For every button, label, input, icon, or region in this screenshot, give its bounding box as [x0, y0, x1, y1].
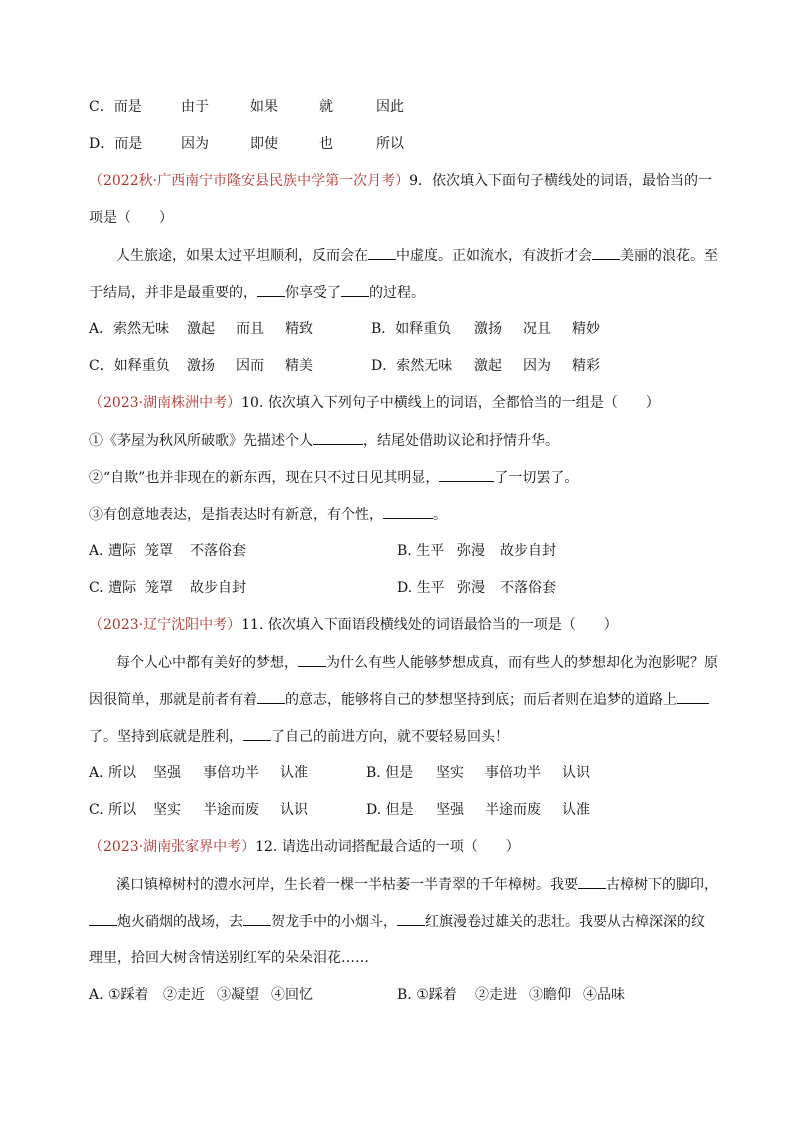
q12-stem	[89, 837, 734, 857]
q12-passage-line1	[116, 874, 734, 895]
fill-blank	[397, 911, 425, 926]
q11-option-c-w2: 坚实	[153, 802, 181, 818]
q10-text: ，结尾处借助议论和抒情升华。	[363, 433, 559, 449]
q9-option-d-w3: 因为	[523, 358, 551, 374]
q12-option-b-w3: ③瞻仰	[529, 987, 571, 1003]
q9-option-d-w4: 精彩	[572, 358, 600, 374]
q12-stem-text: 12. 请选出动词搭配最合适的一项（ ）	[255, 839, 520, 855]
q9-stem-cont: 项是（ ）	[89, 210, 173, 226]
q8-option-c-w1: C．而是	[89, 99, 142, 115]
q11-text: 因很简单，那就是前者有着	[89, 692, 257, 708]
q10-option-c-w3: 故步自封	[190, 580, 246, 596]
q10-text: 了一切罢了。	[494, 470, 579, 486]
q11-passage-line2	[89, 689, 734, 710]
q10-text: ①《茅屋为秋风所破歌》先描述个人	[89, 433, 313, 449]
fill-blank	[257, 689, 285, 704]
fill-blank	[383, 504, 433, 519]
q8-option-c-w3: 如果	[250, 99, 278, 115]
q11-text: 为什么有些人能够梦想成真，而有些人的梦想却化为泡影呢？原	[326, 655, 718, 671]
q12-option-a-w4: ④回忆	[271, 987, 313, 1003]
q10-option-c-w1: C. 遭际	[89, 580, 137, 596]
q12-text: 炮火硝烟的战场，去	[117, 914, 243, 930]
q10-option-d-w2: 弥漫	[457, 580, 485, 596]
q11-option-d	[366, 800, 590, 820]
q10-option-a	[89, 541, 246, 561]
q12-passage-line3: 理里，拾回大树含情送别红军的朵朵泪花……	[89, 950, 369, 966]
q8-option-d-w2: 因为	[181, 136, 209, 152]
q10-text: ②“自欺”也并非现在的新东西，现在只不过日见其明显，	[89, 470, 440, 486]
q11-option-b	[366, 763, 590, 783]
q11-option-a-w1: A. 所以	[89, 765, 137, 781]
fill-blank	[313, 430, 363, 445]
q12-text: 溪口镇樟树村的澧水河岸，生长着一棵一半枯萎一半青翠的千年樟树。我要	[116, 877, 578, 893]
q10-option-d	[397, 578, 556, 598]
q11-option-c-w1: C. 所以	[89, 802, 137, 818]
fill-blank	[677, 689, 709, 704]
q10-option-b-w1: B. 生平	[397, 543, 445, 559]
q12-option-a-w2: ②走近	[163, 987, 205, 1003]
q9-text: 美丽的浪花。至	[620, 248, 718, 264]
q10-text: 。	[433, 507, 447, 523]
fill-blank	[439, 467, 494, 482]
q10-option-a-w2: 笼罩	[145, 543, 173, 559]
fill-blank	[368, 245, 396, 260]
q9-passage-line2	[89, 282, 734, 303]
q11-option-b-w1: B. 但是	[366, 765, 414, 781]
q9-source: （2022秋·广西南宁市隆安县民族中学第一次月考）	[89, 173, 410, 189]
q10-option-d-w1: D. 生平	[397, 580, 445, 596]
q11-option-a-w2: 坚强	[153, 765, 181, 781]
q10-sentence-2	[89, 467, 734, 488]
q11-option-d-w4: 认准	[562, 802, 590, 818]
q11-option-b-w2: 坚实	[436, 765, 464, 781]
q9-option-c-w2: 激扬	[187, 358, 215, 374]
q12-option-b-w2: ②走进	[475, 987, 517, 1003]
q11-option-a	[89, 763, 308, 783]
q11-stem	[89, 615, 734, 635]
q10-option-c-w2: 笼罩	[145, 580, 173, 596]
fill-blank	[243, 726, 271, 741]
q11-option-d-w2: 坚强	[436, 802, 464, 818]
q10-option-c	[89, 578, 246, 598]
fill-blank	[592, 245, 620, 260]
q11-option-c-w4: 认识	[280, 802, 308, 818]
q11-text: 的意志，能够将自己的梦想坚持到底；而后者则在追梦的道路上	[285, 692, 677, 708]
q10-option-a-w1: A. 遭际	[89, 543, 137, 559]
q11-text: 每个人心中都有美好的梦想，	[116, 655, 298, 671]
q11-option-a-w3: 事倍功半	[203, 765, 259, 781]
fill-blank	[89, 911, 117, 926]
q9-option-a-w4: 精致	[285, 321, 313, 337]
q11-text: 了。坚持到底就是胜利，	[89, 729, 243, 745]
q9-option-c-w1: C．如释重负	[89, 358, 170, 374]
q8-option-c	[89, 97, 404, 117]
q9-option-a-w1: A．索然无味	[89, 321, 170, 337]
q12-text: 古樟树下的脚印，	[606, 877, 718, 893]
q12-text: 红旗漫卷过雄关的悲壮。我要从古樟深深的纹	[425, 914, 705, 930]
q12-option-a	[89, 985, 313, 1005]
q9-option-b-w4: 精妙	[572, 321, 600, 337]
fill-blank	[298, 652, 326, 667]
q8-option-d	[89, 134, 404, 154]
q10-sentence-3	[89, 504, 734, 525]
q10-text: ③有创意地表达，是指表达时有新意，有个性，	[89, 507, 383, 523]
q8-option-c-w2: 由于	[181, 99, 209, 115]
q9-text: 中虚度。正如流水，有波折才会	[396, 248, 592, 264]
q12-source: （2023·湖南张家界中考）	[89, 839, 256, 855]
q11-option-d-w3: 半途而废	[485, 802, 541, 818]
fill-blank	[257, 282, 285, 297]
q11-option-a-w4: 认准	[280, 765, 308, 781]
q11-option-d-w1: D. 但是	[366, 802, 414, 818]
q8-option-d-w1: D．而是	[89, 136, 143, 152]
fill-blank	[341, 282, 369, 297]
q11-stem-text: 11. 依次填入下面语段横线处的词语最恰当的一项是（ ）	[241, 617, 618, 633]
q10-sentence-1	[89, 430, 734, 451]
q8-option-c-w4: 就	[319, 99, 333, 115]
q11-source: （2023·辽宁沈阳中考）	[89, 617, 242, 633]
q12-option-a-w3: ③凝望	[217, 987, 259, 1003]
q8-option-d-w4: 也	[319, 136, 333, 152]
q11-passage-line3	[89, 726, 734, 747]
q11-text: 了自己的前进方向，就不要轻易回头！	[271, 729, 509, 745]
q10-source: （2023·湖南株洲中考）	[89, 395, 242, 411]
q11-option-b-w4: 认识	[562, 765, 590, 781]
q8-option-d-w3: 即使	[250, 136, 278, 152]
q11-passage-line1	[116, 652, 734, 673]
q9-option-b	[371, 319, 600, 339]
q8-option-c-w5: 因此	[376, 99, 404, 115]
q9-option-c-w4: 精美	[285, 358, 313, 374]
q9-text: 人生旅途，如果太过平坦顺利，反而会在	[116, 248, 368, 264]
fill-blank	[578, 874, 606, 889]
q10-option-b	[397, 541, 556, 561]
q10-stem	[89, 393, 734, 413]
q10-option-a-w3: 不落俗套	[190, 543, 246, 559]
q11-option-c	[89, 800, 308, 820]
q9-option-c	[89, 356, 313, 376]
q9-option-c-w3: 因而	[236, 358, 264, 374]
q12-option-b	[397, 985, 625, 1005]
q9-option-d-w1: D．索然无味	[371, 358, 453, 374]
q9-option-d-w2: 激起	[474, 358, 502, 374]
q9-passage-line1	[116, 245, 734, 266]
q10-option-b-w3: 故步自封	[500, 543, 556, 559]
q9-stem-text: 9．依次填入下面句子横线处的词语，最恰当的一	[409, 173, 712, 189]
q12-option-b-w4: ④品味	[583, 987, 625, 1003]
q9-text: 你享受了	[285, 285, 341, 301]
q10-option-d-w3: 不落俗套	[500, 580, 556, 596]
q9-option-b-w3: 况且	[523, 321, 551, 337]
q9-option-b-w2: 激扬	[474, 321, 502, 337]
q12-passage-line2	[89, 911, 734, 932]
q8-option-d-w5: 所以	[376, 136, 404, 152]
q9-option-b-w1: B．如释重负	[371, 321, 452, 337]
q9-option-a-w2: 激起	[187, 321, 215, 337]
q10-option-b-w2: 弥漫	[457, 543, 485, 559]
q9-option-a	[89, 319, 313, 339]
q12-text: 贺龙手中的小烟斗，	[271, 914, 397, 930]
q9-option-d	[371, 356, 600, 376]
q9-stem	[89, 171, 734, 191]
q11-option-c-w3: 半途而废	[203, 802, 259, 818]
q9-text: 于结局，并非是最重要的，	[89, 285, 257, 301]
q11-option-b-w3: 事倍功半	[485, 765, 541, 781]
q9-option-a-w3: 而且	[236, 321, 264, 337]
q9-text: 的过程。	[369, 285, 425, 301]
q12-option-a-w1: A. ①踩着	[89, 987, 149, 1003]
q12-option-b-w1: B. ①踩着	[397, 987, 457, 1003]
q10-stem-text: 10. 依次填入下列句子中横线上的词语，全都恰当的一组是（ ）	[241, 395, 660, 411]
fill-blank	[243, 911, 271, 926]
